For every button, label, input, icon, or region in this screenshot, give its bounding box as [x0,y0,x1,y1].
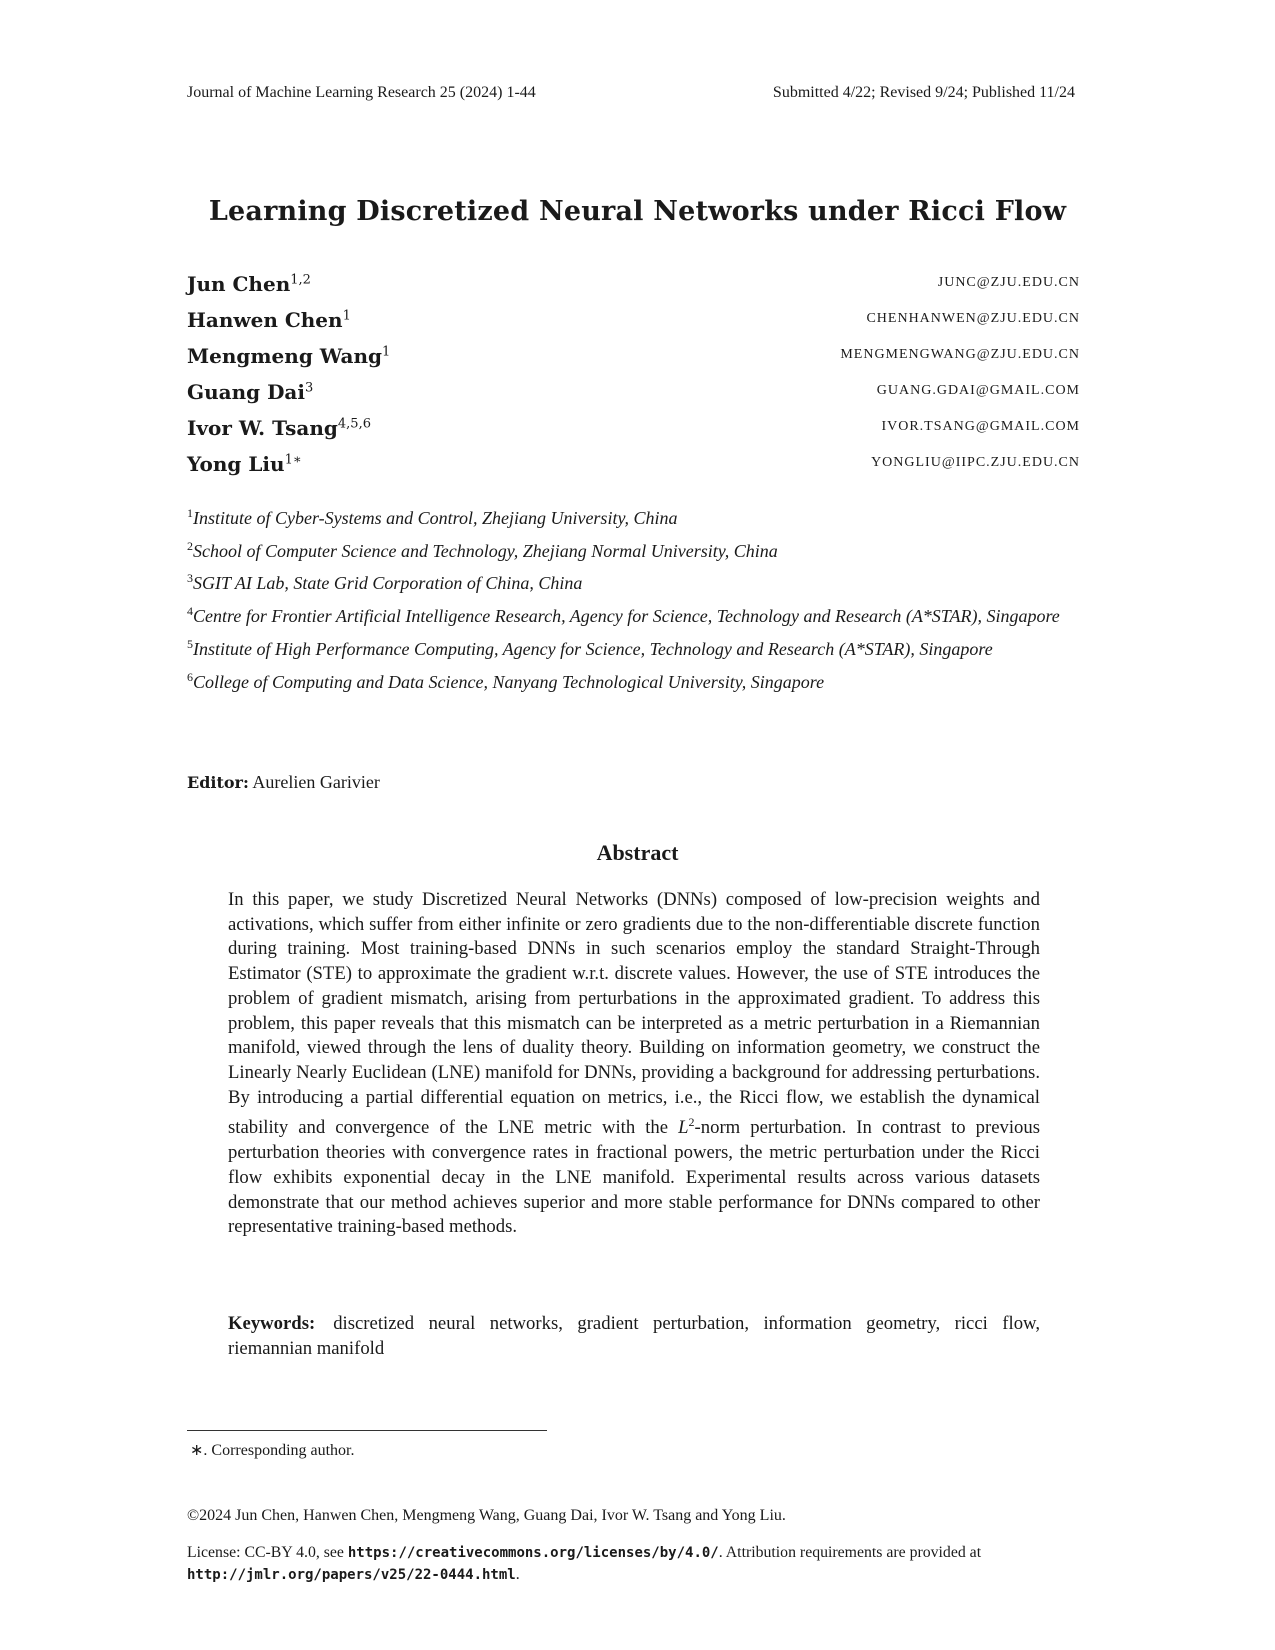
editor-line [187,772,380,793]
author-email[interactable]: GUANG.GDAI@GMAIL.COM [876,383,1080,398]
license-notice: License: CC-BY 4.0, see https://creativecommons.org/licenses/by/4.0/. Attribution requirements are provided at http://jmlr.org/papers/v25/22-0444.html. [187,1544,982,1583]
author-row [187,272,1080,302]
author-name: Mengmeng Wang$^1$ [187,344,391,368]
author-name: Jun Chen$^{1,2}$ [187,272,311,296]
affiliation: $^5$Institute of High Performance Computing, Agency for Science, Technology and Research (A*STAR), Singapore [187,636,993,659]
paper-link[interactable]: http://jmlr.org/papers/v25/22-0444.html [187,1567,516,1583]
keywords-text: discretized neural networks, gradient perturbation, information geometry, ricci flow, riemannian manifold [228,1313,1040,1359]
keywords [228,1312,1040,1361]
paper-title: Learning Discretized Neural Networks under Ricci Flow [208,196,1067,227]
author-name: Guang Dai$^3$ [187,380,314,404]
author-email[interactable]: JUNC@ZJU.EDU.CN [937,275,1080,290]
author-email[interactable]: IVOR.TSANG@GMAIL.COM [881,419,1080,434]
author-name: Hanwen Chen$^1$ [187,308,351,332]
footnote-divider [187,1430,547,1431]
math-l: L [678,1117,689,1139]
footnote: ∗. Corresponding author. [190,1442,355,1459]
author-row [187,308,1080,338]
editor-name: Aurelien Garivier [252,772,380,792]
keywords-label: Keywords: [228,1313,316,1334]
author-row [187,380,1080,410]
publication-dates: Submitted 4/22; Revised 9/24; Published 11/24 [772,84,1075,101]
author-email[interactable]: CHENHANWEN@ZJU.EDU.CN [866,311,1080,326]
journal-header: Journal of Machine Learning Research 25 (2024) 1-44 [187,84,536,101]
author-name: Ivor W. Tsang$^{4,5,6}$ [187,416,371,440]
affiliation: $^1$Institute of Cyber-Systems and Control, Zhejiang University, China [187,506,678,528]
author-row [187,416,1080,446]
author-email[interactable]: YONGLIU@IIPC.ZJU.EDU.CN [871,455,1080,470]
author-row [187,344,1080,374]
abstract-heading: Abstract [596,840,679,865]
author-email[interactable]: MENGMENGWANG@ZJU.EDU.CN [840,347,1080,362]
affiliation: $^6$College of Computing and Data Science, Nanyang Technological University, Singapore [187,669,825,692]
editor-label: Editor: [187,773,249,792]
affiliation: $^2$School of Computer Science and Technology, Zhejiang Normal University, China [187,538,778,561]
affiliations [187,500,1087,696]
license-link[interactable]: https://creativecommons.org/licenses/by/4.0/ [347,1545,719,1561]
affiliation: $^3$SGIT AI Lab, State Grid Corporation of China, China [187,571,583,594]
abstract-body: In this paper, we study Discretized Neural Networks (DNNs) composed of low-precision weights and activations, which suffer from either infinite or zero gradients due to the non-differentiable discrete function during training. Most training-based DNNs in such scenarios employ the standard Straight-Through Estimator (STE) to approximate the gradient w.r.t. discrete values. However, the use of STE introduces the problem of gradient mismatch, arising from perturbations in the approximated gradient. To address this problem, this paper reveals that this mismatch can be interpreted as a metric perturbation in a Riemannian manifold, viewed through the lens of duality theory. Building on information geometry, we construct the Linearly Nearly Euclidean (LNE) manifold for DNNs, providing a background for addressing perturbations. By introducing a partial differential equation on metrics, i.e., the Ricci flow, we establish the dynamical stability and convergence of the LNE metric with the $L^2$-norm perturbation. In contrast to previous perturbation theories with convergence rates in fractional powers, the metric perturbation under the Ricci flow exhibits exponential decay in the LNE manifold. Experimental results across various datasets demonstrate that our method achieves superior and more stable performance for DNNs compared to other representative training-based methods. [228,889,1041,1238]
author-row [187,452,1080,482]
affiliation: $^4$Centre for Frontier Artificial Intelligence Research, Agency for Science, Technology and Research (A*STAR), Singapore [187,604,1060,627]
copyright-notice: ©2024 Jun Chen, Hanwen Chen, Mengmeng Wang, Guang Dai, Ivor W. Tsang and Yong Liu. [187,1507,786,1524]
author-name: Yong Liu$^{1∗}$ [187,452,302,476]
